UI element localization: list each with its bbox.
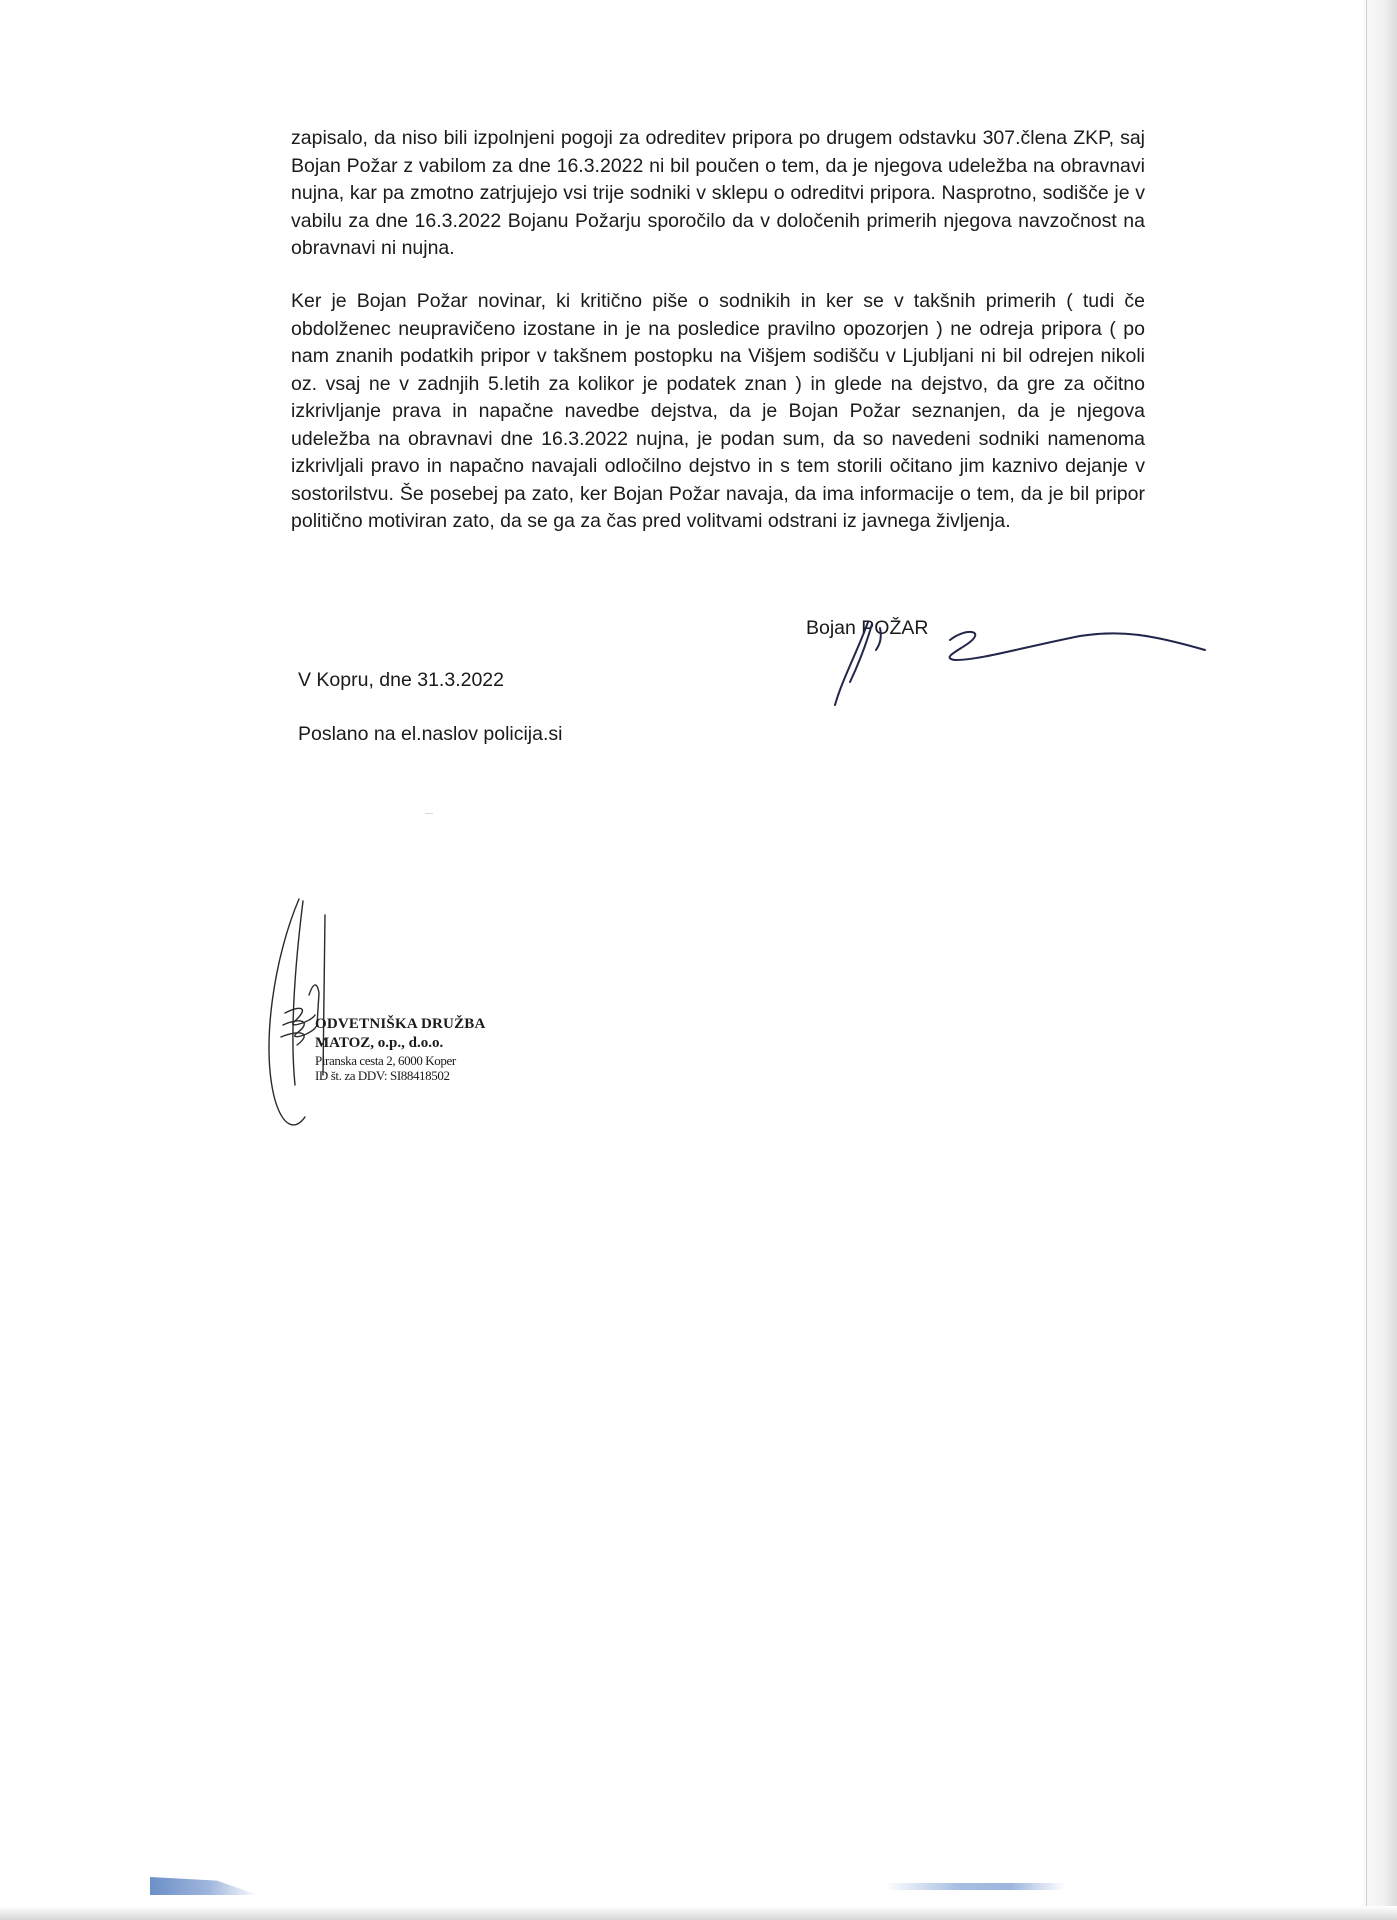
scan-speck [425, 813, 433, 814]
scan-artifact-right [885, 1883, 1065, 1890]
handwritten-signature [820, 610, 1220, 710]
scan-page-edge-bottom [0, 1906, 1397, 1920]
body-paragraph-2 [291, 288, 1145, 536]
scan-artifact-left [150, 1877, 258, 1895]
scan-page-edge-line [1366, 0, 1367, 1920]
stamp-address: Piranska cesta 2, 6000 Koper [315, 1053, 456, 1068]
place-and-date: V Kopru, dne 31.3.2022 [298, 669, 504, 691]
body-paragraph-1 [291, 125, 1145, 263]
signer-name: Bojan POŽAR [806, 617, 929, 639]
sent-note: Poslano na el.naslov policija.si [298, 723, 563, 745]
scan-page-edge-right [1363, 0, 1397, 1920]
stamp-text-block [315, 1015, 486, 1083]
stamp-firm-name: ODVETNIŠKA DRUŽBA [315, 1016, 486, 1032]
stamp-vat-id: ID št. za DDV: SI88418502 [315, 1068, 450, 1083]
stamp-firm-legal: MATOZ, o.p., d.o.o. [315, 1035, 444, 1051]
law-firm-stamp [255, 895, 515, 1135]
paragraph-text: zapisalo, da niso bili izpolnjeni pogoji za odreditev pripora po drugem odstavku 307.člena ZKP, saj Bojan Požar z vabilom za dne 16.3.2022 ni bil poučen o tem, da je njegova udeležba na obravnavi nujna, kar pa zmotno zatrjujejo vsi trije sodniki v sklepu o odreditvi pripora. Nasprotno, sodišče je v vabilu za dne 16.3.2022 Bojanu Požarju sporočilo da v določenih primerih njegova navzočnost na obravnavi ni nujna. [291, 127, 1145, 259]
paragraph-text: Ker je Bojan Požar novinar, ki kritično piše o sodnikih in ker se v takšnih primerih ( tudi če obdolženec neupravičeno izostane in je na posledice pravilno opozorjen ) ne odreja pripora ( po nam znanih podatkih pripor v takšnem postopku na Višjem sodišču v Ljubljani ni bil odrejen nikoli oz. vsaj ne v zadnjih 5.letih za kolikor je podatek znan ) in glede na dejstvo, da gre za očitno izkrivljanje prava in napačne navedbe dejstva, da je Bojan Požar seznanjen, da je njegova udeležba na obravnavi dne 16.3.2022 nujna, je podan sum, da so navedeni sodniki namenoma izkrivljali pravo in napačno navajali odločilno dejstvo in s tem storili očitano jim kaznivo dejanje v sostorilstvu. Še posebej pa zato, ker Bojan Požar navaja, da ima informacije o tem, da je bil pripor politično motiviran zato, da se ga za čas pred volitvami odstrani iz javnega življenja. [291, 290, 1145, 532]
